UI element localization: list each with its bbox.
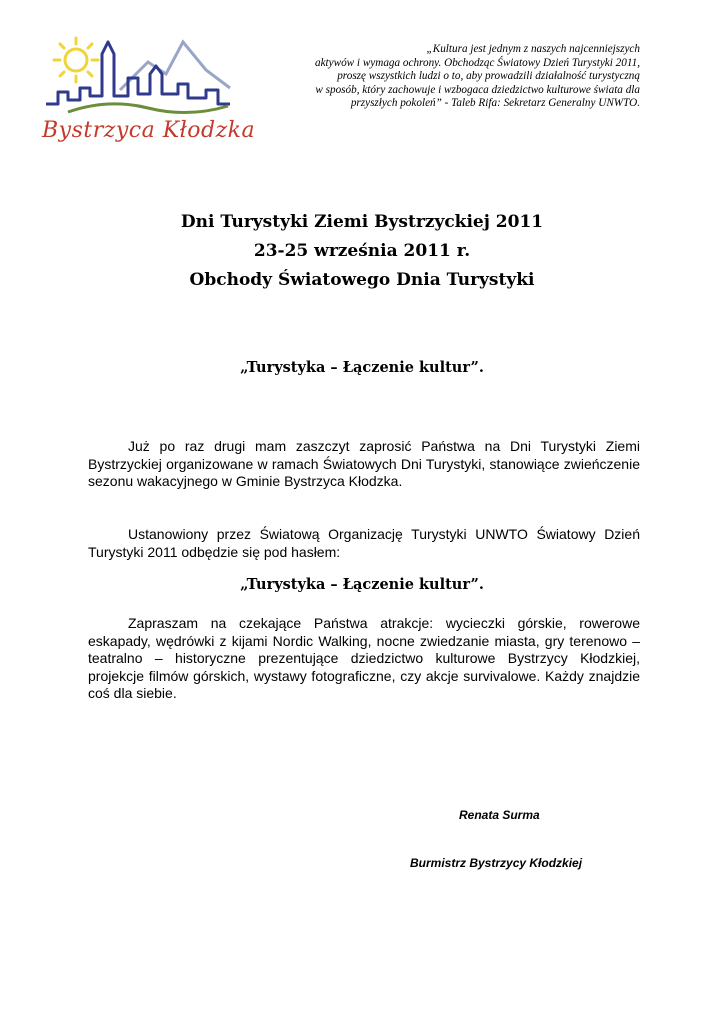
title-line-3: Obchody Światowego Dnia Turystyki — [189, 270, 535, 290]
logo-text: Bystrzyca Kłodzka — [42, 118, 256, 143]
title-line-1: Dni Turystyki Ziemi Bystrzyckiej 2011 — [180, 212, 544, 232]
paragraph-invitation: Już po raz drugi mam zaszczyt zaprosić Państwa na Dni Turystyki Ziemi Bystrzyckiej organizowane w ramach Światowych Dni Turystyki, stanowiące zwieńczenie sezonu wakacyjnego w Gminie Bystrzyca Kłodzka. — [88, 438, 640, 489]
signature-name: Renata Surma — [459, 808, 540, 822]
quote-line: aktywów i wymaga ochrony. Obchodząc Światowy Dzień Turystyki 2011, — [314, 56, 640, 69]
town-logo-graphic — [38, 34, 238, 164]
header-quote — [260, 43, 640, 111]
document-title — [0, 208, 724, 295]
title-line-2: 23-25 września 2011 r. — [253, 241, 471, 261]
quote-line: w sposób, który zachowuje i wzbogaca dziedzictwo kulturowe świata dla — [315, 83, 640, 96]
quote-line: proszę wszystkich ludzi o to, aby prowadzili działalność turystyczną — [337, 70, 640, 83]
quote-line: „Kultura jest jednym z naszych najcenniejszych — [426, 43, 640, 55]
sun-icon — [54, 38, 98, 82]
slogan-repeat: „Turystyka – Łączenie kultur”. — [240, 576, 484, 593]
paragraph-unwto: Ustanowiony przez Światową Organizację Turystyki UNWTO Światowy Dzień Turystyki 2011 odbędzie się pod hasłem: — [88, 526, 640, 560]
slogan-heading: „Turystyka – Łączenie kultur”. — [240, 359, 484, 376]
signature-role: Burmistrz Bystrzycy Kłodzkiej — [410, 856, 583, 870]
quote-line: przyszłych pokoleń” - Taleb Rifa: Sekretarz Generalny UNWTO. — [350, 97, 640, 110]
hills-line — [68, 104, 228, 113]
paragraph-attractions: Zapraszam na czekające Państwa atrakcje: wycieczki górskie, rowerowe eskapady, wędrówki z kijami Nordic Walking, nocne zwiedzanie miasta, gry terenowo – teatralno – historyczne prezentujące dziedzictwo kulturowe Bystrzycy Kłodzkiej, projekcje filmów górskich, wystawy fotograficzne, czy akcje survivalowe. Każdy znajdzie coś dla siebie. — [88, 615, 640, 701]
